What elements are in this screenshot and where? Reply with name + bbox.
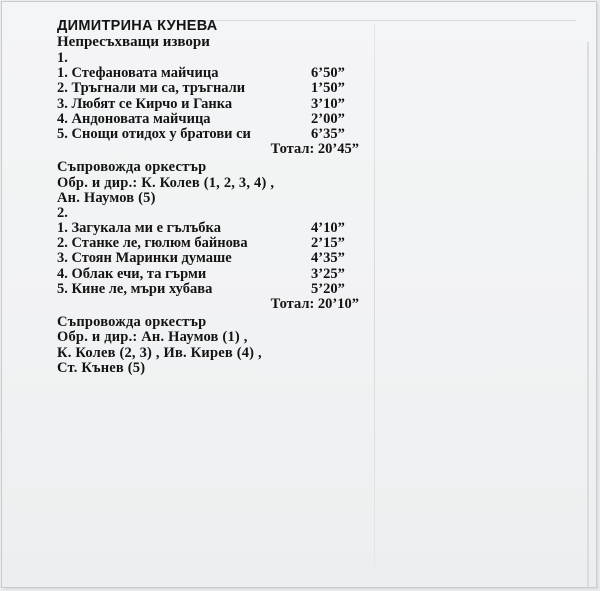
side-2-credit-line: К. Колев (2, 3) , Ив. Кирев (4) , (57, 344, 262, 361)
track-duration: 6’35” (311, 125, 345, 142)
fold-line-right (587, 42, 589, 587)
track-row (57, 236, 377, 251)
track-row (57, 112, 377, 127)
tracklist-text (57, 18, 377, 376)
side-1-credit-line: Ан. Наумов (5) (57, 189, 156, 206)
side-1-label: 1. (57, 50, 68, 66)
track-duration: 4’35” (311, 250, 345, 267)
track-title: 1. Загукала ми е гълъбка (57, 220, 221, 237)
side-2-total: Тотал: 20’10” (270, 296, 359, 312)
track-title: 1. Стефановата майчица (57, 65, 219, 82)
track-duration: 2’15” (311, 235, 345, 252)
side-2-credit-line: Обр. и дир.: Ан. Наумов (1) , (57, 329, 248, 346)
album-title: Непресъхващи извори (57, 34, 210, 50)
side-1-credit-line: Съпровожда оркестър (57, 159, 207, 176)
track-title: 5. Снощи отидох у братови си (57, 125, 251, 142)
track-title: 2. Тръгнали ми са, тръгнали (57, 80, 246, 97)
track-title: 5. Кине ле, мъри хубава (57, 280, 213, 297)
side-2-credit-line: Ст. Кънев (5) (57, 359, 146, 376)
side-1-credit-line: Обр. и дир.: К. Колев (1, 2, 3, 4) , (57, 174, 275, 191)
side-1-total: Тотал: 20’45” (270, 141, 359, 158)
track-row (57, 221, 377, 236)
track-row (57, 127, 377, 142)
track-duration: 6’50” (311, 65, 345, 82)
track-duration: 3’10” (311, 95, 345, 112)
track-row (57, 81, 377, 96)
track-title: 4. Облак ечи, та гърми (57, 265, 207, 282)
track-row (57, 267, 377, 282)
track-duration: 1’50” (311, 80, 345, 97)
track-row (57, 282, 377, 297)
track-row (57, 251, 377, 266)
artist-name: ДИМИТРИНА КУНЕВА (57, 18, 218, 34)
track-title: 4. Андоновата майчица (57, 110, 211, 127)
track-title: 3. Любят се Кирчо и Ганка (57, 95, 233, 112)
track-duration: 3’25” (311, 265, 345, 282)
side-2-label: 2. (57, 204, 68, 221)
track-duration: 4’10” (311, 220, 345, 237)
track-title: 3. Стоян Маринки думаше (57, 250, 232, 267)
track-duration: 5’20” (311, 280, 345, 297)
track-title: 2. Станке ле, гюлюм байнова (57, 235, 248, 252)
track-row (57, 66, 377, 81)
track-duration: 2’00” (311, 110, 345, 127)
side-2-credit-line: Съпровожда оркестър (57, 314, 207, 331)
track-row (57, 97, 377, 112)
